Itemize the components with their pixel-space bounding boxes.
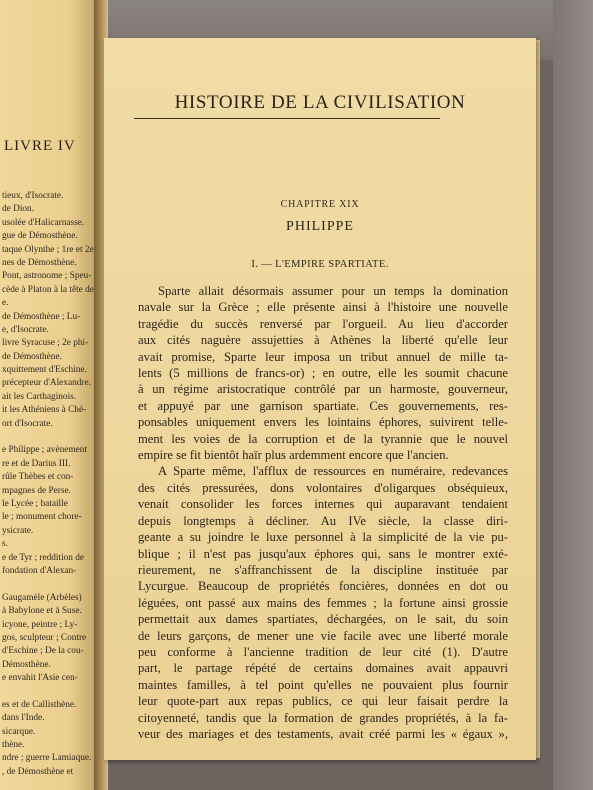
left-page-line: dans l'Inde. bbox=[2, 713, 45, 724]
running-head-rule bbox=[134, 118, 440, 119]
left-page-line bbox=[0, 578, 100, 591]
body-line: aux cités naguère assujetties à Athènes la liberté qu'elle leur bbox=[138, 333, 508, 348]
left-page-line: ait les Carthaginois. bbox=[2, 391, 77, 402]
body-line: Sparte allait désormais assumer pour un temps la domination bbox=[158, 284, 508, 298]
body-line: tragédie du succès renversé par l'orgueil. Au lieu d'accorder bbox=[138, 316, 508, 331]
left-page-line: fondation d'Alexan- bbox=[2, 565, 77, 576]
left-page-line: livre Syracuse ; 2e phi- bbox=[2, 338, 89, 349]
body-line: permettait aux dames spartiates, déchargées, on le sait, du soin bbox=[138, 612, 508, 627]
left-page-line: ysicrate. bbox=[2, 525, 34, 536]
left-page-line: xquittement d'Eschine. bbox=[2, 365, 87, 376]
body-line: maintes familles, à tel point qu'elles ne pouvaient plus fournir bbox=[138, 677, 508, 692]
body-line: rieurement, ne s'affranchissent de la discipline instituée par bbox=[138, 562, 508, 577]
body-text bbox=[138, 283, 508, 742]
left-page-line: Démosthène. bbox=[2, 659, 51, 670]
left-page-line: tieux, d'Isocrate. bbox=[2, 191, 64, 201]
left-page-line: icyone, peintre ; Ly- bbox=[2, 619, 78, 630]
body-line: veur des mariages et des testaments, avait créé parmi les « égaux », bbox=[138, 726, 508, 741]
body-line: blique ; il n'est pas jusqu'aux éphores qui, sans le montrer exté- bbox=[138, 546, 508, 561]
body-line: de leurs garçons, de mener une vie facile avec une liberté morale bbox=[138, 628, 508, 643]
left-page-chronology bbox=[0, 190, 100, 779]
left-page-line: Pont, astronome ; Speu- bbox=[2, 271, 92, 282]
left-page-line: re et de Darius III. bbox=[2, 458, 71, 469]
left-facing-page bbox=[0, 0, 100, 790]
left-page-heading: LIVRE IV bbox=[4, 138, 76, 154]
body-line: venait consolider les forces internes qui auparavant tendaient bbox=[138, 497, 508, 512]
body-line: depuis longtemps à décliner. Au IVe siècle, la classe diri- bbox=[138, 513, 508, 528]
left-page-line: précepteur d'Alexandre. bbox=[2, 378, 91, 389]
left-page-line: gos, sculpteur ; Contre bbox=[2, 632, 87, 643]
left-page-line: e. bbox=[2, 298, 9, 309]
left-page-line: ndre ; guerre Lamiaque. bbox=[2, 753, 92, 764]
body-line: avait promise, Sparte leur imposa un tribut annuel de mille ta- bbox=[138, 349, 508, 364]
left-page-line: e, d'Isocrate. bbox=[2, 324, 49, 335]
background-right bbox=[553, 0, 593, 790]
body-line: peu conforme à l'ancienne tradition de leur cité (1). D'autre bbox=[138, 644, 508, 659]
left-page-line: es et de Callisthène. bbox=[2, 699, 77, 710]
left-page-line: de Démosthène ; Lu- bbox=[2, 311, 81, 322]
body-line: empire se fit bientôt haïr plus ardemment encore que l'ancien. bbox=[138, 448, 449, 463]
left-page-line: nes de Démosthène. bbox=[2, 257, 77, 268]
body-line: citoyenneté, tandis que la formation de grandes propriétés, à la fa- bbox=[138, 710, 508, 725]
running-head: HISTOIRE DE LA CIVILISATION bbox=[174, 92, 466, 113]
body-line: ponsables uniquement envers les lointains éphores, suivirent telle- bbox=[138, 415, 508, 430]
left-page-line: de Dion. bbox=[2, 204, 35, 215]
left-page-line: ort d'Isocrate. bbox=[2, 418, 53, 429]
left-page-line: le ; monument chore- bbox=[2, 512, 82, 523]
body-line: lents (5 millions de francs-or) ; en outre, elle les soumit chacune bbox=[138, 366, 508, 381]
section-title: I. — L'EMPIRE SPARTIATE. bbox=[251, 259, 389, 270]
left-page-line: de Démosthène. bbox=[2, 351, 62, 362]
body-line: geante a su joindre le luxe personnel à la simplicité de la vie pu- bbox=[138, 530, 508, 545]
body-line: leur quote-part aux repas publics, ce qui leur faisait perdre la bbox=[138, 694, 508, 709]
left-page-line bbox=[0, 431, 100, 444]
left-page-line: e de Tyr ; reddition de bbox=[2, 552, 85, 563]
body-line: Lycurgue. Beaucoup de propriétés foncières, données en dot ou bbox=[138, 579, 508, 594]
left-page-line: s. bbox=[2, 539, 8, 550]
left-page-line: e Philippe ; avènement bbox=[2, 445, 87, 456]
left-page-line: , de Démosthène et bbox=[2, 766, 74, 777]
left-page-line: usolée d'Halicarnasse. bbox=[2, 217, 85, 228]
body-line: léguées, ont passé aux mains des femmes ; la fortune ainsi grossie bbox=[138, 595, 508, 610]
chapter-title: PHILIPPE bbox=[286, 219, 354, 234]
body-line: ment les voies de la corruption et de la tyrannie que le nouvel bbox=[138, 431, 508, 446]
left-page-line: Gaugamèle (Arbèles) bbox=[2, 592, 82, 603]
body-line: navale sur la Grèce ; elle présente ainsi à l'histoire une nouvelle bbox=[138, 300, 508, 315]
left-page-line bbox=[0, 685, 100, 698]
body-line: et appuyé par une garnison spartiate. Ces gouvernements, res- bbox=[138, 398, 508, 413]
page-edge bbox=[536, 40, 540, 758]
left-page-line: le Lycée ; bataille bbox=[2, 498, 68, 509]
right-main-page bbox=[104, 38, 536, 760]
left-page-line: thène. bbox=[2, 740, 25, 751]
left-page-line: e envahit l'Asie cen- bbox=[2, 673, 78, 684]
left-page-line: it les Athéniens à Ché- bbox=[2, 405, 87, 416]
left-page-line: cède à Platon à la tête de bbox=[2, 284, 94, 295]
left-page-line: gue de Démosthène. bbox=[2, 231, 78, 242]
body-line: des cités pressurées, dons volontaires d'oligarques obséquieux, bbox=[138, 480, 508, 495]
body-line: part, le partage répété de certains domaines avait appauvri bbox=[138, 661, 508, 676]
body-line: A Sparte même, l'afflux de ressources en numéraire, redevances bbox=[158, 464, 508, 479]
left-page-line: taque Olynthe ; 1re et 2e bbox=[2, 244, 94, 255]
left-page-line: à Babylone et à Suse. bbox=[2, 606, 82, 617]
left-page-line: rûle Thèbes et con- bbox=[2, 472, 74, 483]
left-page-line: d'Eschine ; De la cou- bbox=[2, 646, 84, 657]
body-line: à un régime aristocratique contrôlé par un harmoste, gouverneur, bbox=[138, 382, 508, 397]
left-page-line: mpagnes de Perse. bbox=[2, 485, 71, 496]
chapter-label: CHAPITRE XIX bbox=[280, 199, 360, 210]
left-page-line: sicarque. bbox=[2, 726, 36, 737]
